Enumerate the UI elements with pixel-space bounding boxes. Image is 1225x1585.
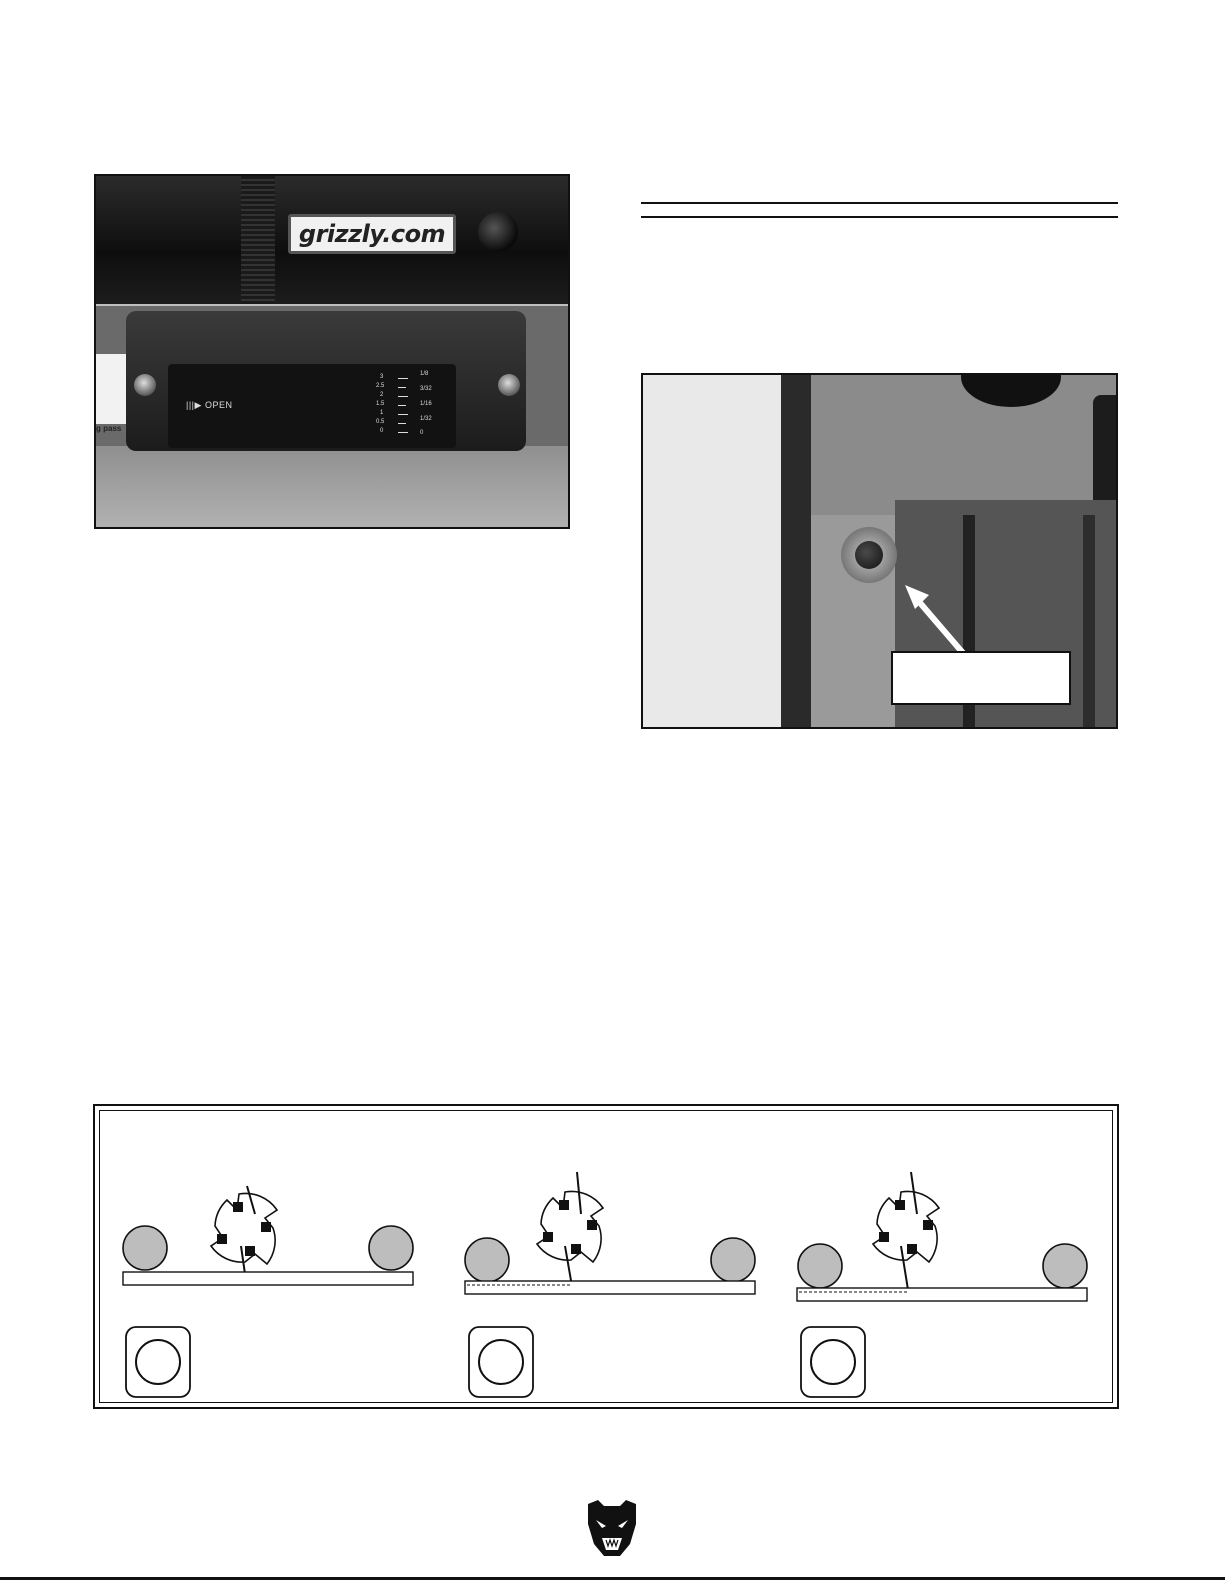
gauge-screw-right [498,374,520,396]
snipe-diagram-figure [93,1104,1119,1409]
scale-metric-label: 2 [380,392,384,398]
board-end-profile [469,1327,533,1397]
scale-metric-label: 0 [380,428,384,434]
stage-2 [465,1172,755,1397]
bear-head-logo [582,1496,642,1558]
scale-metric-label: 3 [380,374,384,380]
scale-imperial-label: 1/32 [420,416,432,422]
infeed-roller [798,1244,842,1288]
play-triangle-icon: |||▶ [186,400,205,410]
planer-table [96,446,568,529]
scale-tick [398,387,406,388]
scale-imperial-label: 0 [420,430,424,436]
side-label-text: g pass [96,424,122,433]
outfeed-roller [1043,1244,1087,1288]
height-knob-photo [641,373,1118,729]
scale-tick [398,405,406,406]
cutterhead [211,1193,277,1264]
scale-metric-label: 2.5 [376,383,385,389]
stage-1 [123,1186,413,1397]
scale-imperial-label: 1/8 [420,371,429,377]
open-label-text: OPEN [204,400,233,410]
scale-tick [398,432,408,433]
motor-knob [478,212,518,252]
scale-tick [398,423,406,424]
workpiece [797,1288,1087,1301]
cutterhead [873,1191,939,1262]
cutterhead [537,1191,603,1262]
board-end-profile [126,1327,190,1397]
outfeed-roller [711,1238,755,1282]
workpiece [123,1272,413,1285]
outfeed-roller [369,1226,413,1270]
infeed-roller [123,1226,167,1270]
open-label [186,400,232,411]
footer-rule [0,1577,1225,1580]
brand-plate [288,214,456,254]
infeed-roller [465,1238,509,1282]
gauge-screw-left [134,374,156,396]
callout-label-box [891,651,1071,705]
section-rule-top [641,202,1118,204]
scale-metric-label: 1 [380,410,384,416]
side-label-sticker [96,354,126,424]
board-end-profile [801,1327,865,1397]
brand-plate-text: grizzly.com [298,220,446,248]
scale-imperial-label: 1/16 [420,401,432,407]
stage-3 [797,1172,1087,1397]
scale-tick [398,378,408,379]
section-rule-bottom [641,216,1118,218]
depth-gauge-photo [94,174,570,529]
depth-scale [376,368,456,438]
scale-imperial-label: 3/32 [420,386,432,392]
scale-tick [398,396,408,397]
workpiece [465,1281,755,1294]
scale-metric-label: 0.5 [376,419,385,425]
scale-tick [398,414,408,415]
motor-ribbing [241,176,275,304]
snipe-diagram [95,1106,1117,1407]
scale-metric-label: 1.5 [376,401,385,407]
